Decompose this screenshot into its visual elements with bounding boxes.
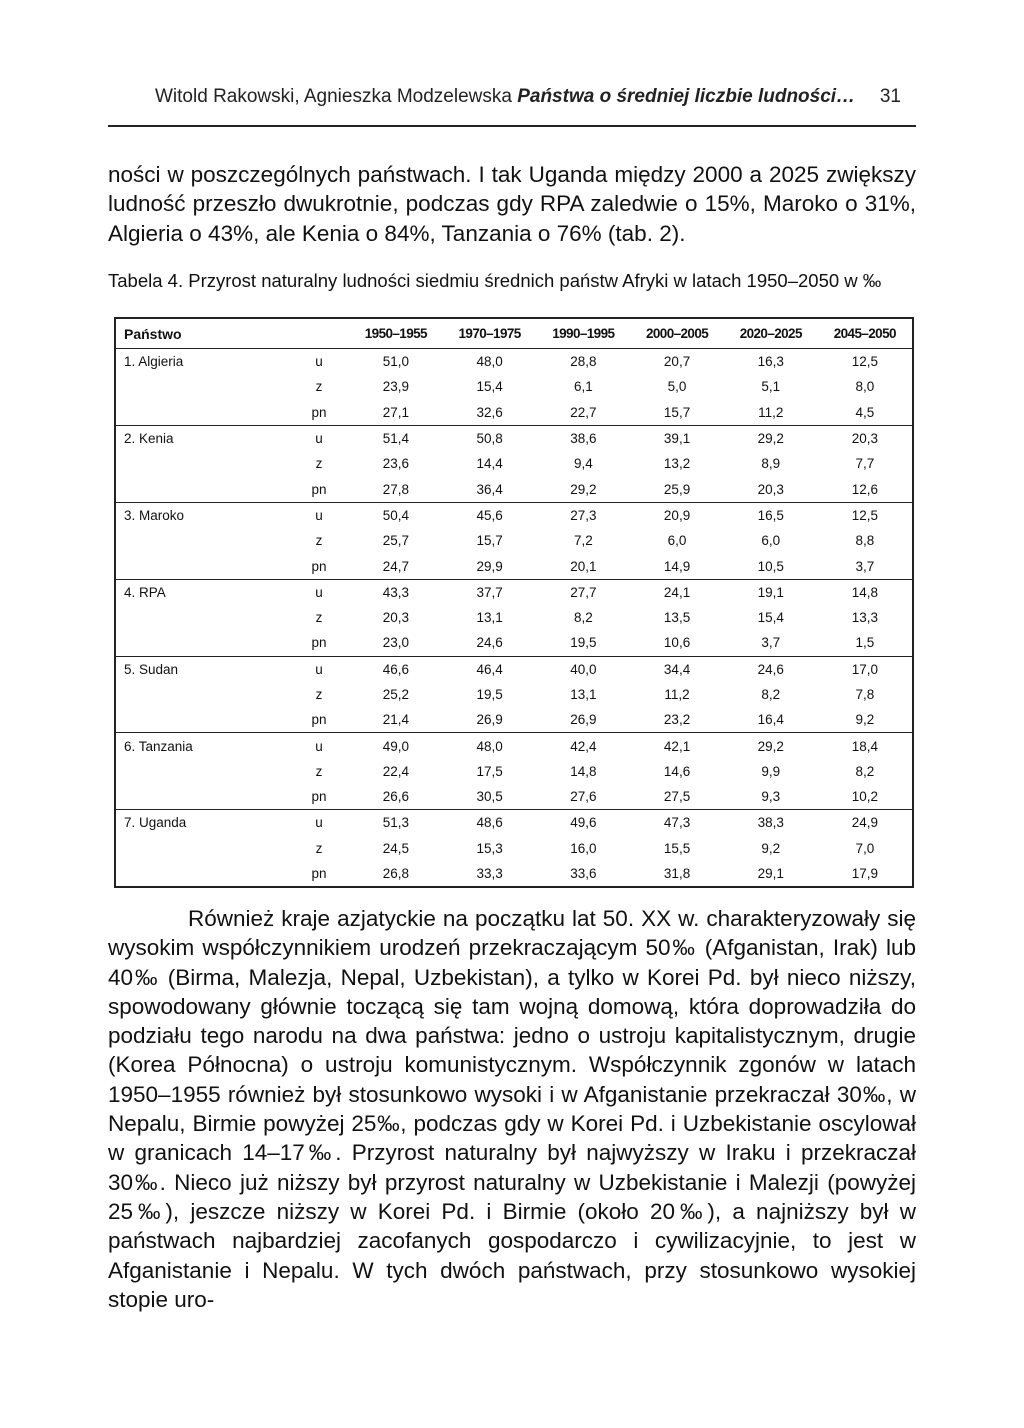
- table-row: [115, 425, 913, 451]
- table-cell: 46,4: [443, 656, 537, 682]
- header-indicator: [289, 318, 349, 349]
- table-cell: 10,2: [851, 789, 878, 805]
- table-cell: 6,1: [573, 379, 593, 395]
- table-cell: 15,5: [663, 840, 691, 856]
- table-cell: 16,4: [757, 712, 784, 728]
- indicator-code: z: [315, 763, 323, 779]
- table-cell: 4,5: [855, 404, 875, 420]
- indicator-code: pn: [311, 866, 327, 882]
- table-cell: 28,8: [570, 354, 597, 370]
- table-cell: 6,0: [667, 533, 687, 549]
- paragraph-2: Również kraje azjatyckie na początku lat 50. XX w. charakteryzowały się wysokim współczynnikiem urodzeń przekraczającym 50‰ (Afganistan, Irak) lub 40‰ (Birma, Malezja, Nepal, Uzbekistan), a tylko w Korei Pd. był nieco niższy, spowodowany głównie toczącą się tam wojną domową, która doprowadziła do podziału tego narodu na dwa państwa: jedno o ustroju kapitalistycznym, drugie (Korea Północna) o ustroju komunistycznym. Współczynnik zgonów w latach 1950–1955 również był stosunkowo wysoki i w Afganistanie przekraczał 30‰, w Nepalu, Birmie powyżej 25‰, podczas gdy w Korei Pd. i Uzbekistanie oscylował w granicach 14–17‰. Przyrost naturalny był najwyższy w Iraku i przekraczał 30‰. Nieco już niższy był przyrost naturalny w Uzbekistanie i Malezji (powyżej 25‰), jeszcze niższy w Korei Pd. i Birmie (około 20‰), a najniższy był w państwach najbardziej zacofanych gospodarczo i cywilizacyjnie, to jest w Afganistanie i Nepalu. W tych dwóch państwach, przy stosunkowo wysokiej stopie uro-: [108, 906, 916, 1312]
- table-cell: 27,1: [382, 404, 409, 420]
- table-row: [115, 784, 913, 810]
- table-cell: 7,7: [855, 456, 875, 472]
- country-name: 1. Algieria: [124, 354, 184, 370]
- table-cell: 31,8: [663, 866, 691, 882]
- table-cell: 48,6: [443, 810, 537, 836]
- table-cell: 30,5: [476, 789, 503, 805]
- table-cell: 6,0: [761, 533, 781, 549]
- table-cell: 20,3: [382, 610, 409, 626]
- table-cell: 12,5: [851, 354, 878, 370]
- table-row: [115, 579, 913, 605]
- table-cell: 24,6: [476, 635, 503, 651]
- running-header: [155, 86, 915, 116]
- country-name: 3. Maroko: [115, 502, 289, 528]
- country-name: [115, 605, 289, 630]
- country-name: 4. RPA: [115, 579, 289, 605]
- table-row: [115, 733, 913, 759]
- indicator-code: z: [315, 610, 323, 626]
- table-cell: 22,4: [382, 763, 409, 779]
- table-cell: 7,8: [855, 687, 875, 702]
- table-cell: 38,6: [536, 425, 630, 451]
- country-name: [115, 682, 289, 707]
- country-name: [115, 374, 289, 399]
- indicator-code: pn: [311, 712, 327, 728]
- table-row: [115, 374, 913, 399]
- country-group: [115, 579, 913, 656]
- table-cell: 8,2: [855, 763, 875, 779]
- table-cell: 8,2: [573, 610, 593, 626]
- table-cell: 24,7: [382, 558, 409, 574]
- table-cell: 46,6: [349, 656, 443, 682]
- table-cell: 20,3: [818, 425, 913, 451]
- table-cell: 48,0: [443, 733, 537, 759]
- table-cell: 8,9: [761, 456, 781, 472]
- country-name: [115, 451, 289, 476]
- table-cell: 49,0: [349, 733, 443, 759]
- indicator-code: pn: [311, 404, 327, 420]
- table-cell: 8,8: [855, 533, 875, 549]
- table-row: [115, 682, 913, 707]
- country-name: [115, 836, 289, 861]
- table-row: [115, 476, 913, 502]
- table-cell: 47,3: [630, 810, 724, 836]
- table-cell: 24,1: [630, 579, 724, 605]
- table-cell: 13,5: [663, 610, 691, 626]
- table-row: [115, 707, 913, 733]
- table-row: [115, 553, 913, 579]
- table-cell: 5,0: [667, 379, 687, 395]
- table-cell: 45,6: [443, 502, 537, 528]
- country-name: [115, 553, 289, 579]
- table-cell: 33,3: [476, 866, 503, 882]
- table-cell: 10,6: [663, 635, 691, 651]
- table-cell: 40,0: [536, 656, 630, 682]
- population-growth-table: [114, 317, 914, 888]
- table-cell: 18,4: [818, 733, 913, 759]
- table-cell: 13,1: [570, 687, 597, 702]
- country-name: 5. Sudan: [115, 656, 289, 682]
- table-cell: 13,2: [663, 456, 691, 472]
- indicator-code: pn: [311, 558, 327, 574]
- table-cell: 15,4: [757, 610, 784, 626]
- table-cell: 51,3: [349, 810, 443, 836]
- header-period: 2045–2050: [818, 318, 913, 349]
- table-cell: 36,4: [476, 481, 503, 497]
- header-title: Państwa o średniej liczbie ludności…: [517, 86, 856, 107]
- table-cell: 24,5: [382, 840, 409, 856]
- table-cell: 20,3: [757, 481, 784, 497]
- table-cell: 34,4: [630, 656, 724, 682]
- table-cell: 19,5: [570, 635, 597, 651]
- header-period: 1990–1995: [536, 318, 630, 349]
- table-cell: 14,8: [818, 579, 913, 605]
- table-cell: 13,3: [851, 610, 878, 626]
- table-cell: 42,4: [536, 733, 630, 759]
- country-name: 7. Uganda: [115, 810, 289, 836]
- table-cell: 29,1: [757, 866, 784, 882]
- indicator-code: u: [289, 733, 349, 759]
- table-row: [115, 451, 913, 476]
- table-cell: 16,0: [570, 840, 597, 856]
- indicator-code: z: [315, 379, 323, 395]
- table-cell: 7,2: [573, 533, 593, 549]
- page-number: 31: [879, 86, 901, 107]
- indicator-code: u: [289, 810, 349, 836]
- table-cell: 7,0: [855, 840, 875, 856]
- indicator-code: z: [315, 533, 323, 549]
- table-cell: 51,4: [349, 425, 443, 451]
- table-cell: 51,0: [382, 354, 409, 370]
- table-cell: 19,5: [476, 687, 503, 702]
- country-name: 2. Kenia: [115, 425, 289, 451]
- table-cell: 16,5: [724, 502, 818, 528]
- table-cell: 9,4: [573, 456, 593, 472]
- country-name: [115, 400, 289, 426]
- indicator-code: pn: [311, 481, 327, 497]
- table-cell: 3,7: [855, 558, 875, 574]
- table-row: [115, 605, 913, 630]
- paragraph-1: ności w poszczególnych państwach. I tak Uganda między 2000 a 2025 zwiększy ludność przeszło dwukrotnie, podczas gdy RPA zaledwie o 15%, Maroko o 31%, Algieria o 43%, ale Kenia o 84%, Tanzania o 76% (tab. 2).: [108, 162, 916, 246]
- table-row: [115, 349, 913, 375]
- table-cell: 9,2: [855, 712, 875, 728]
- indicator-code: u: [289, 656, 349, 682]
- table-cell: 26,9: [476, 712, 503, 728]
- table-cell: 23,9: [382, 379, 409, 395]
- indicator-code: z: [315, 840, 323, 856]
- table-cell: 37,7: [443, 579, 537, 605]
- country-name: [115, 630, 289, 656]
- table-cell: 5,1: [761, 379, 781, 395]
- table-cell: 49,6: [536, 810, 630, 836]
- table-cell: 15,3: [476, 840, 503, 856]
- table-cell: 25,2: [382, 687, 409, 702]
- table-row: [115, 528, 913, 553]
- table-cell: 25,9: [663, 481, 691, 497]
- indicator-code: z: [315, 687, 323, 702]
- country-name: [115, 707, 289, 733]
- table-cell: 39,1: [630, 425, 724, 451]
- table-cell: 12,5: [818, 502, 913, 528]
- table-cell: 14,8: [570, 763, 597, 779]
- table-cell: 15,7: [663, 404, 691, 420]
- indicator-code: u: [289, 425, 349, 451]
- table-cell: 29,2: [724, 733, 818, 759]
- table-cell: 14,4: [476, 456, 503, 472]
- country-name: [115, 861, 289, 887]
- table-cell: 19,1: [724, 579, 818, 605]
- table-cell: 33,6: [570, 866, 597, 882]
- indicator-code: pn: [311, 789, 327, 805]
- country-group: [115, 502, 913, 579]
- table-cell: 10,5: [757, 558, 784, 574]
- table-row: [115, 400, 913, 426]
- table-cell: 29,9: [476, 558, 503, 574]
- table-cell: 25,7: [382, 533, 409, 549]
- table-cell: 24,6: [724, 656, 818, 682]
- table-cell: 26,6: [382, 789, 409, 805]
- table-cell: 50,8: [443, 425, 537, 451]
- header-period: 1970–1975: [443, 318, 537, 349]
- indicator-code: u: [315, 354, 323, 370]
- table-row: [115, 656, 913, 682]
- table-cell: 1,5: [855, 635, 875, 651]
- table-cell: 42,1: [630, 733, 724, 759]
- table-row: [115, 861, 913, 887]
- country-group: [115, 349, 913, 426]
- table-cell: 26,9: [570, 712, 597, 728]
- indicator-code: u: [289, 579, 349, 605]
- table-cell: 15,7: [476, 533, 503, 549]
- table-cell: 16,3: [757, 354, 784, 370]
- header-period: 2020–2025: [724, 318, 818, 349]
- table-cell: 22,7: [570, 404, 597, 420]
- table-cell: 23,6: [382, 456, 409, 472]
- table-cell: 43,3: [349, 579, 443, 605]
- table-cell: 3,7: [761, 635, 781, 651]
- table-cell: 17,5: [476, 763, 503, 779]
- table-cell: 11,2: [758, 404, 784, 420]
- table-cell: 12,6: [851, 481, 878, 497]
- table-row: [115, 630, 913, 656]
- table-cell: 27,3: [536, 502, 630, 528]
- table-cell: 27,6: [570, 789, 597, 805]
- table-row: [115, 759, 913, 784]
- country-group: [115, 733, 913, 810]
- table-cell: 23,2: [663, 712, 691, 728]
- table-cell: 50,4: [349, 502, 443, 528]
- table-cell: 17,9: [851, 866, 878, 882]
- table-cell: 23,0: [382, 635, 409, 651]
- table-row: [115, 810, 913, 836]
- table-cell: 9,9: [761, 763, 781, 779]
- header-period: 2000–2005: [630, 318, 724, 349]
- header-period: 1950–1955: [349, 318, 443, 349]
- table-cell: 11,2: [664, 687, 690, 702]
- table-cell: 21,4: [382, 712, 409, 728]
- table-cell: 27,7: [536, 579, 630, 605]
- table-cell: 32,6: [476, 404, 503, 420]
- header-country: Państwo: [115, 318, 289, 349]
- indicator-code: z: [315, 456, 323, 472]
- table-cell: 29,2: [570, 481, 597, 497]
- country-name: [115, 528, 289, 553]
- table-cell: 8,0: [855, 379, 875, 395]
- table-cell: 20,1: [570, 558, 597, 574]
- table-cell: 20,7: [663, 354, 691, 370]
- indicator-code: pn: [311, 635, 327, 651]
- table-cell: 27,8: [382, 481, 409, 497]
- country-group: [115, 425, 913, 502]
- header-rule: [108, 125, 916, 127]
- indicator-code: u: [289, 502, 349, 528]
- table-row: [115, 502, 913, 528]
- table-cell: 13,1: [476, 610, 503, 626]
- table-cell: 27,5: [663, 789, 691, 805]
- table-cell: 24,9: [818, 810, 913, 836]
- table-cell: 17,0: [818, 656, 913, 682]
- table-cell: 20,9: [630, 502, 724, 528]
- table-cell: 9,3: [761, 789, 781, 805]
- table-caption: Tabela 4. Przyrost naturalny ludności siedmiu średnich państw Afryki w latach 1950–2050 w ‰: [108, 270, 882, 291]
- table-row: [115, 836, 913, 861]
- table-cell: 14,6: [663, 763, 691, 779]
- table-header-row: [115, 318, 913, 349]
- table-cell: 15,4: [476, 379, 503, 395]
- header-authors: Witold Rakowski, Agnieszka Modzelewska: [155, 86, 518, 107]
- country-group: [115, 656, 913, 733]
- country-group: [115, 810, 913, 887]
- table-cell: 29,2: [724, 425, 818, 451]
- country-name: [115, 759, 289, 784]
- country-name: [115, 476, 289, 502]
- table-cell: 48,0: [476, 354, 503, 370]
- country-name: 6. Tanzania: [115, 733, 289, 759]
- table-cell: 8,2: [761, 687, 781, 702]
- table-cell: 38,3: [724, 810, 818, 836]
- table-cell: 14,9: [663, 558, 691, 574]
- table-cell: 9,2: [761, 840, 781, 856]
- table-cell: 26,8: [382, 866, 409, 882]
- country-name: [115, 784, 289, 810]
